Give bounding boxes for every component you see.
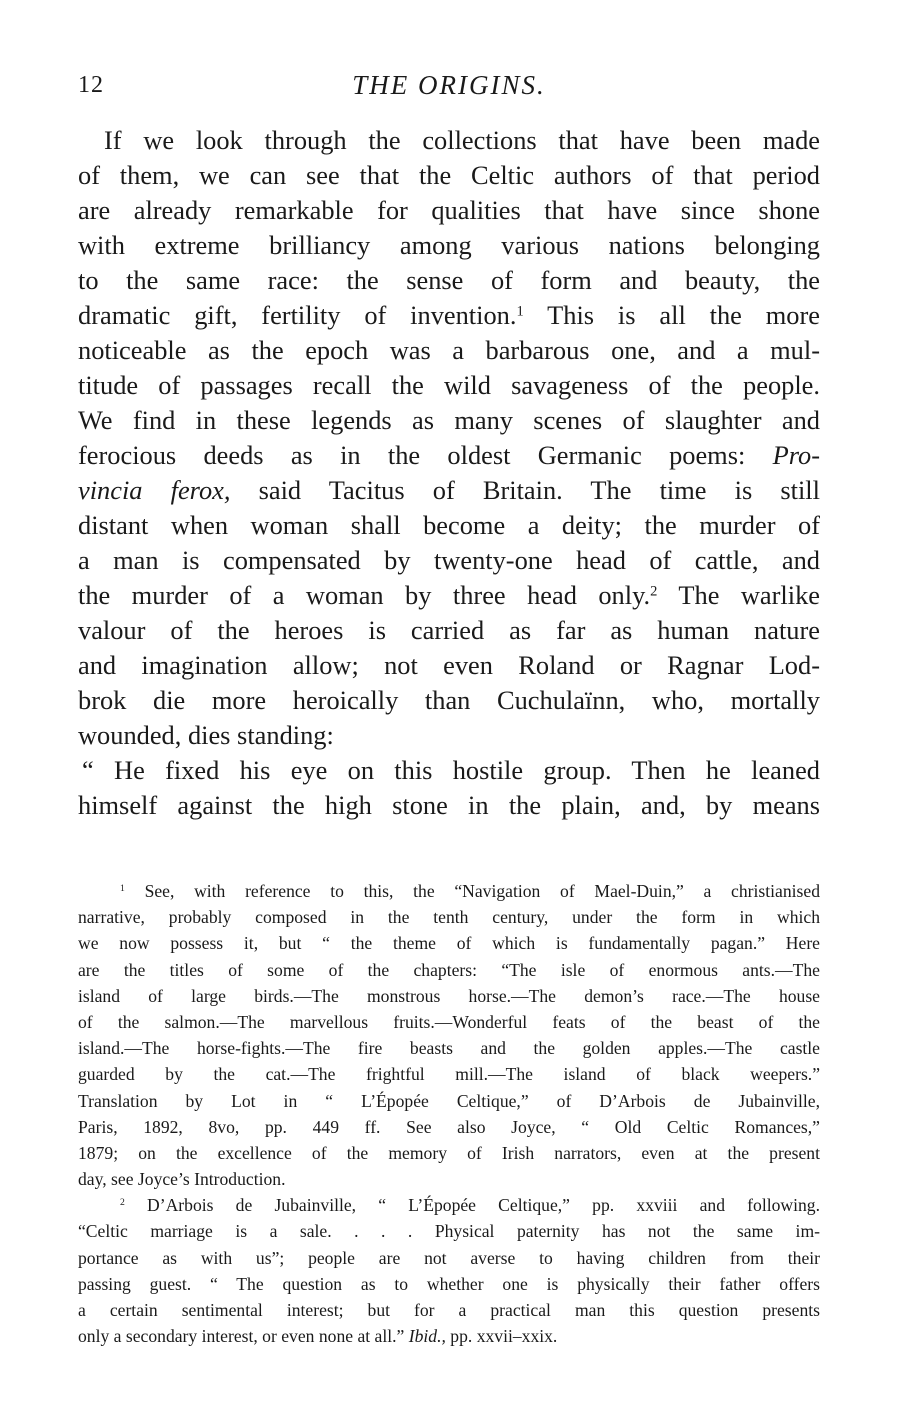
footnote-line: Paris, 1892, 8vo, pp. 449 ff. See also Joyce, “ Old Celtic Romances,”: [78, 1116, 820, 1137]
text-segment: the murder of a woman by three head only.: [78, 580, 651, 610]
text-line: titude of passages recall the wild savageness of the people.: [78, 370, 820, 400]
footnote-line: 1879; on the excellence of the memory of Irish narrators, even at the present: [78, 1142, 820, 1163]
text-line: [78, 298, 820, 333]
text-line: himself against the high stone in the plain, and, by means: [78, 790, 820, 820]
text-line: valour of the heroes is carried as far as human nature: [78, 615, 820, 645]
running-header: [78, 70, 820, 110]
text-segment: D’Arbois de Jubainville, “ L’Épopée Celtique,” pp. xxviii and following.: [147, 1195, 820, 1216]
footnote-line: narrative, probably composed in the tenth century, under the form in which: [78, 907, 820, 928]
text-line: brok die more heroically than Cuchulaïnn, who, mortally: [78, 685, 820, 715]
text-segment: This is all the more: [547, 300, 820, 330]
running-title: THE ORIGINS.: [352, 70, 546, 100]
text-segment: ferocious deeds as in the oldest Germanic poems:: [78, 440, 746, 470]
footnote-line: island.—The horse-fights.—The fire beasts and the golden apples.—The castle: [78, 1038, 820, 1059]
text-segment: pp. xxvii–xxix.: [450, 1326, 558, 1347]
text-line: wounded, dies standing:: [78, 720, 334, 750]
text-segment: The warlike: [678, 580, 820, 610]
text-line: “ He fixed his eye on this hostile group. Then he leaned: [82, 755, 820, 785]
text-segment: said Tacitus of Britain. The time is still: [258, 475, 820, 505]
text-line: [78, 473, 820, 508]
text-line: are already remarkable for qualities that have since shone: [78, 195, 820, 225]
ibid-citation: Ibid.,: [408, 1326, 446, 1347]
text-line: If we look through the collections that have been made: [104, 125, 820, 155]
footnote-line: we now possess it, but “ the theme of which is fundamentally pagan.” Here: [78, 933, 820, 954]
footnote-mark-1: 1: [120, 883, 125, 895]
main-text: [78, 123, 820, 823]
footnote-line: [78, 1192, 820, 1218]
footnote-line: [78, 878, 820, 904]
text-line: We find in these legends as many scenes of slaughter and: [78, 405, 820, 435]
footnotes: [78, 878, 820, 1349]
footnote-line: “Celtic marriage is a sale. . . . Physical paternity has not the same im-: [78, 1221, 820, 1242]
text-line: to the same race: the sense of form and beauty, the: [78, 265, 820, 295]
footnote-ref-1: 1: [516, 303, 524, 320]
text-segment: only a secondary interest, or even none at all.”: [78, 1326, 405, 1347]
footnote-line: [78, 1323, 820, 1349]
footnote-mark-2: 2: [120, 1197, 125, 1209]
footnote-line: portance as with us”; people are not averse to having children from their: [78, 1247, 820, 1268]
latin-phrase: Pro-: [772, 440, 820, 470]
footnote-line: guarded by the cat.—The frightful mill.—The island of black weepers.”: [78, 1064, 820, 1085]
footnote-line: a certain sentimental interest; but for a practical man this question presents: [78, 1300, 820, 1320]
text-line: [78, 438, 820, 473]
footnote-line: Translation by Lot in “ L’Épopée Celtique,” of D’Arbois de Jubainville,: [78, 1090, 820, 1111]
footnote-line: island of large birds.—The monstrous horse.—The demon’s race.—The house: [78, 985, 820, 1006]
text-line: distant when woman shall become a deity; the murder of: [78, 510, 820, 540]
footnote-line: of the salmon.—The marvellous fruits.—Wonderful feats of the beast of the: [78, 1011, 820, 1032]
page-number: 12: [78, 72, 104, 98]
text-line: of them, we can see that the Celtic authors of that period: [78, 160, 820, 190]
footnote-line: passing guest. “ The question as to whether one is physically their father offers: [78, 1273, 820, 1294]
footnote-ref-2: 2: [650, 583, 658, 600]
text-line: noticeable as the epoch was a barbarous one, and a mul-: [78, 335, 820, 365]
text-line: a man is compensated by twenty-one head of cattle, and: [78, 545, 820, 575]
text-line: and imagination allow; not even Roland or Ragnar Lod-: [78, 650, 820, 680]
text-segment: See, with reference to this, the “Navigation of Mael-Duin,” a christianised: [144, 881, 820, 901]
footnote-line: day, see Joyce’s Introduction.: [78, 1169, 286, 1190]
text-segment: dramatic gift, fertility of invention.: [78, 300, 517, 330]
latin-phrase: vincia ferox,: [78, 475, 231, 505]
text-line: [78, 578, 820, 613]
text-line: with extreme brilliancy among various nations belonging: [78, 230, 820, 260]
footnote-line: are the titles of some of the chapters: “The isle of enormous ants.—The: [78, 959, 820, 980]
